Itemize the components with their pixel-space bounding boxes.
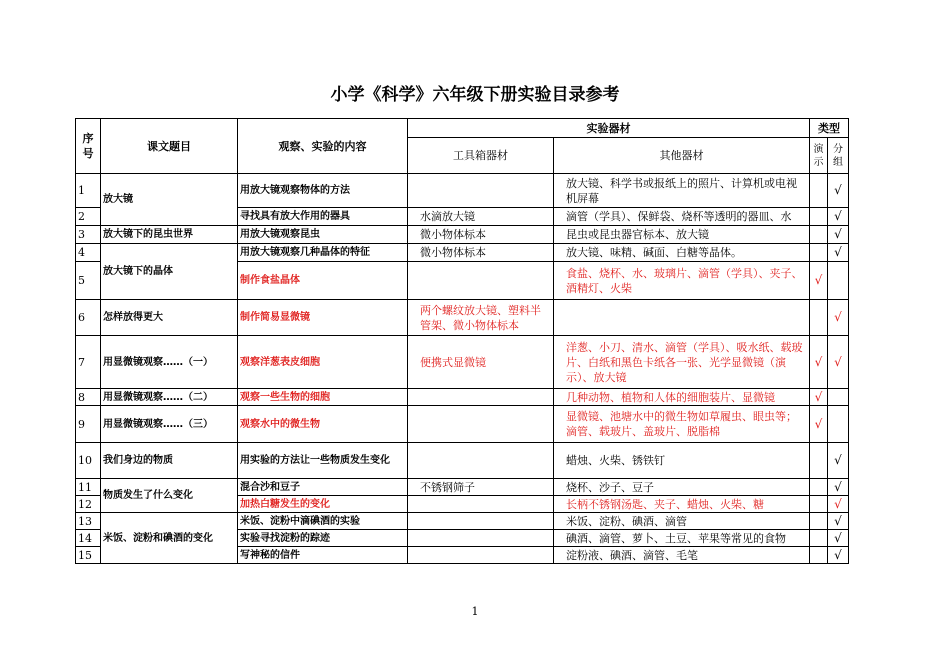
demo-mark: [810, 479, 828, 496]
group-mark: √: [828, 300, 849, 336]
group-mark: [828, 262, 849, 300]
experiment-content: 制作食盐晶体: [238, 262, 408, 300]
experiment-content: 用实验的方法让一些物质发生变化: [238, 443, 408, 479]
demo-mark: √: [810, 389, 828, 406]
other-equipment: 洋葱、小刀、清水、滴管（学具）、吸水纸、载玻片、白纸和黑色卡纸各一张、光学显微镜（演示）、放大镜: [554, 336, 810, 389]
row-number: 5: [76, 262, 101, 300]
row-number: 3: [76, 226, 101, 244]
experiment-content: 混合沙和豆子: [238, 479, 408, 496]
header-group: 分组: [828, 138, 849, 174]
demo-mark: √: [810, 336, 828, 389]
experiment-content: 加热白糖发生的变化: [238, 496, 408, 513]
other-equipment: 放大镜、科学书或报纸上的照片、计算机或电视机屏幕: [554, 174, 810, 208]
page-number: 1: [471, 605, 479, 618]
toolbox-equipment: 微小物体标本: [408, 244, 554, 262]
header-other: 其他器材: [554, 138, 810, 174]
demo-mark: √: [810, 406, 828, 443]
demo-mark: [810, 174, 828, 208]
row-number: 14: [76, 530, 101, 547]
other-equipment: 蜡烛、火柴、锈铁钉: [554, 443, 810, 479]
toolbox-equipment: [408, 496, 554, 513]
other-equipment: 显微镜、池塘水中的微生物如草履虫、眼虫等；滴管、载玻片、盖玻片、脱脂棉: [554, 406, 810, 443]
experiment-content: 米饭、淀粉中滴碘酒的实验: [238, 513, 408, 530]
other-equipment: 放大镜、味精、碱面、白糖等晶体。: [554, 244, 810, 262]
header-content: 观察、实验的内容: [238, 119, 408, 174]
demo-mark: [810, 530, 828, 547]
experiment-content: 写神秘的信件: [238, 547, 408, 564]
demo-mark: [810, 496, 828, 513]
experiment-table: [75, 118, 849, 564]
toolbox-equipment: [408, 174, 554, 208]
toolbox-equipment: [408, 389, 554, 406]
other-equipment: [554, 300, 810, 336]
row-number: 6: [76, 300, 101, 336]
other-equipment: 几种动物、植物和人体的细胞装片、显微镜: [554, 389, 810, 406]
lesson-title: 我们身边的物质: [101, 443, 238, 479]
experiment-content: 观察洋葱表皮细胞: [238, 336, 408, 389]
group-mark: √: [828, 208, 849, 226]
group-mark: √: [828, 174, 849, 208]
group-mark: √: [828, 443, 849, 479]
group-mark: √: [828, 547, 849, 564]
demo-mark: [810, 443, 828, 479]
toolbox-equipment: [408, 262, 554, 300]
group-mark: [828, 389, 849, 406]
row-number: 9: [76, 406, 101, 443]
group-mark: √: [828, 226, 849, 244]
other-equipment: 长柄不锈钢汤匙、夹子、蜡烛、火柴、糖: [554, 496, 810, 513]
other-equipment: 烧杯、沙子、豆子: [554, 479, 810, 496]
toolbox-equipment: 便携式显微镜: [408, 336, 554, 389]
demo-mark: √: [810, 262, 828, 300]
row-number: 2: [76, 208, 101, 226]
demo-mark: [810, 300, 828, 336]
group-mark: [828, 406, 849, 443]
lesson-title: 用显微镜观察……（三）: [101, 406, 238, 443]
other-equipment: 碘酒、滴管、萝卜、土豆、苹果等常见的食物: [554, 530, 810, 547]
demo-mark: [810, 547, 828, 564]
group-mark: √: [828, 244, 849, 262]
lesson-title: 放大镜下的昆虫世界: [101, 226, 238, 244]
group-mark: √: [828, 530, 849, 547]
row-number: 10: [76, 443, 101, 479]
other-equipment: 食盐、烧杯、水、玻璃片、滴管（学具）、夹子、酒精灯、火柴: [554, 262, 810, 300]
row-number: 1: [76, 174, 101, 208]
header-lesson: 课文题目: [101, 119, 238, 174]
row-number: 8: [76, 389, 101, 406]
row-number: 4: [76, 244, 101, 262]
row-number: 13: [76, 513, 101, 530]
experiment-content: 观察水中的微生物: [238, 406, 408, 443]
demo-mark: [810, 513, 828, 530]
row-number: 7: [76, 336, 101, 389]
toolbox-equipment: [408, 406, 554, 443]
group-mark: √: [828, 496, 849, 513]
demo-mark: [810, 208, 828, 226]
row-number: 15: [76, 547, 101, 564]
group-mark: √: [828, 513, 849, 530]
toolbox-equipment: [408, 530, 554, 547]
page-title: 小学《科学》六年级下册实验目录参考: [330, 85, 620, 105]
group-mark: √: [828, 479, 849, 496]
demo-mark: [810, 226, 828, 244]
lesson-title: 放大镜下的晶体: [101, 244, 238, 300]
toolbox-equipment: [408, 513, 554, 530]
group-mark: √: [828, 336, 849, 389]
other-equipment: 滴管（学具）、保鲜袋、烧杯等透明的器皿、水: [554, 208, 810, 226]
header-toolbox: 工具箱器材: [408, 138, 554, 174]
experiment-content: 寻找具有放大作用的器具: [238, 208, 408, 226]
row-number: 11: [76, 479, 101, 496]
lesson-title: 怎样放得更大: [101, 300, 238, 336]
experiment-content: 用放大镜观察物体的方法: [238, 174, 408, 208]
header-type: 类型: [810, 119, 849, 138]
experiment-content: 实验寻找淀粉的踪迹: [238, 530, 408, 547]
experiment-content: 用放大镜观察几种晶体的特征: [238, 244, 408, 262]
header-demo: 演示: [810, 138, 828, 174]
lesson-title: 放大镜: [101, 174, 238, 226]
toolbox-equipment: [408, 443, 554, 479]
other-equipment: 淀粉液、碘酒、滴管、毛笔: [554, 547, 810, 564]
toolbox-equipment: [408, 547, 554, 564]
header-no: 序号: [76, 119, 101, 174]
toolbox-equipment: 水滴放大镜: [408, 208, 554, 226]
lesson-title: 米饭、淀粉和碘酒的变化: [101, 513, 238, 564]
lesson-title: 用显微镜观察……（一）: [101, 336, 238, 389]
toolbox-equipment: 不锈钢筛子: [408, 479, 554, 496]
toolbox-equipment: 两个螺纹放大镜、塑料半管架、微小物体标本: [408, 300, 554, 336]
experiment-content: 用放大镜观察昆虫: [238, 226, 408, 244]
lesson-title: 物质发生了什么变化: [101, 479, 238, 513]
lesson-title: 用显微镜观察……（二）: [101, 389, 238, 406]
other-equipment: 米饭、淀粉、碘酒、滴管: [554, 513, 810, 530]
header-equipment: 实验器材: [408, 119, 810, 138]
experiment-content: 观察一些生物的细胞: [238, 389, 408, 406]
toolbox-equipment: 微小物体标本: [408, 226, 554, 244]
experiment-content: 制作简易显微镜: [238, 300, 408, 336]
row-number: 12: [76, 496, 101, 513]
demo-mark: [810, 244, 828, 262]
other-equipment: 昆虫或昆虫器官标本、放大镜: [554, 226, 810, 244]
